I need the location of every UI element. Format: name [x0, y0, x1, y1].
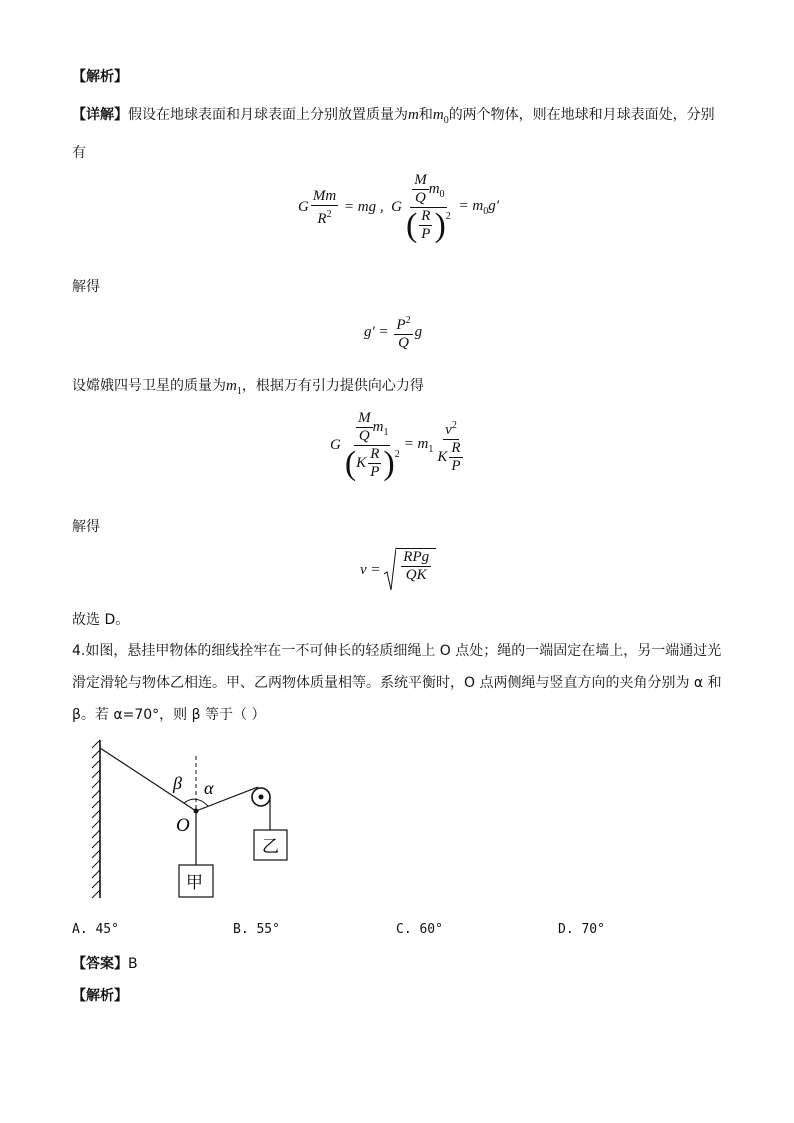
detail-label: 【详解】 [72, 107, 128, 123]
satellite-paragraph [72, 375, 424, 397]
detail-text-1-end: 的两个物体，则在地球和月球表面处，分别 [448, 107, 715, 123]
label-beta: β [173, 773, 182, 793]
satellite-text: 设嫦娥四号卫星的质量为 [72, 378, 226, 394]
analysis-heading: 【解析】 [72, 69, 128, 85]
equation-velocity: v = $\frac{\text{RPg}}{QK}$ [360, 548, 436, 592]
equation-g-moon: g′ = $\frac{P^2}{Q}$ g [364, 312, 422, 352]
solve-label-1: 解得 [72, 279, 100, 295]
var-m0: $m_0$ [432, 107, 449, 126]
choice-conclusion: 故选 D。 [72, 612, 130, 628]
detail-text-2: 有 [72, 145, 86, 161]
answer-line [72, 953, 138, 973]
question-4-line-3: β。若 α=70°，则 β 等于（ ） [72, 707, 266, 723]
option-d[interactable]: D. 70° [558, 922, 605, 937]
detail-text-1: 假设在地球表面和月球表面上分别放置质量为 [128, 107, 408, 123]
equation-centripetal: G $\frac{M}{Q}$ $m_1$ ( K $\frac{R}{P}$ ) $^2$ = $m_1$ $v^2$ K $\frac{R}{P}$ [330, 410, 461, 482]
var-m1: $m_1$ [226, 378, 242, 397]
wall-hatching [92, 740, 100, 898]
option-a[interactable]: A. 45° [72, 922, 119, 937]
var-m: m [408, 107, 419, 123]
analysis-heading-2: 【解析】 [72, 988, 128, 1004]
solve-label-2: 解得 [72, 519, 100, 535]
label-o: O [176, 815, 190, 836]
sqrt-icon [384, 548, 396, 592]
detail-paragraph [72, 104, 715, 126]
pulley-figure [80, 732, 320, 907]
satellite-text-end: ，根据万有引力提供向心力得 [241, 378, 424, 394]
label-alpha: α [204, 778, 214, 798]
label-jia: 甲 [186, 873, 203, 893]
answer-value: B [128, 956, 138, 972]
text-and: 和 [418, 107, 433, 123]
question-4-line-2: 滑定滑轮与物体乙相连。甲、乙两物体质量相等。系统平衡时，O 点两侧绳与竖直方向的夹角分别为 α 和 [72, 675, 722, 691]
equation-gravity: G $\frac{Mm}{R^2}$ = mg , G $\frac{M}{Q}$ $m_0$ ( $\frac{R}{P}$ ) $^2$ = $m_0g'$ [298, 172, 500, 244]
answer-label: 【答案】 [72, 956, 128, 972]
label-yi: 乙 [262, 837, 279, 857]
option-c[interactable]: C. 60° [396, 922, 443, 937]
option-b[interactable]: B. 55° [233, 922, 280, 937]
question-4-line-1: 4.如图，悬挂甲物体的细线拴牢在一不可伸长的轻质细绳上 O 点处；绳的一端固定在墙上，另一端通过光 [72, 643, 722, 659]
